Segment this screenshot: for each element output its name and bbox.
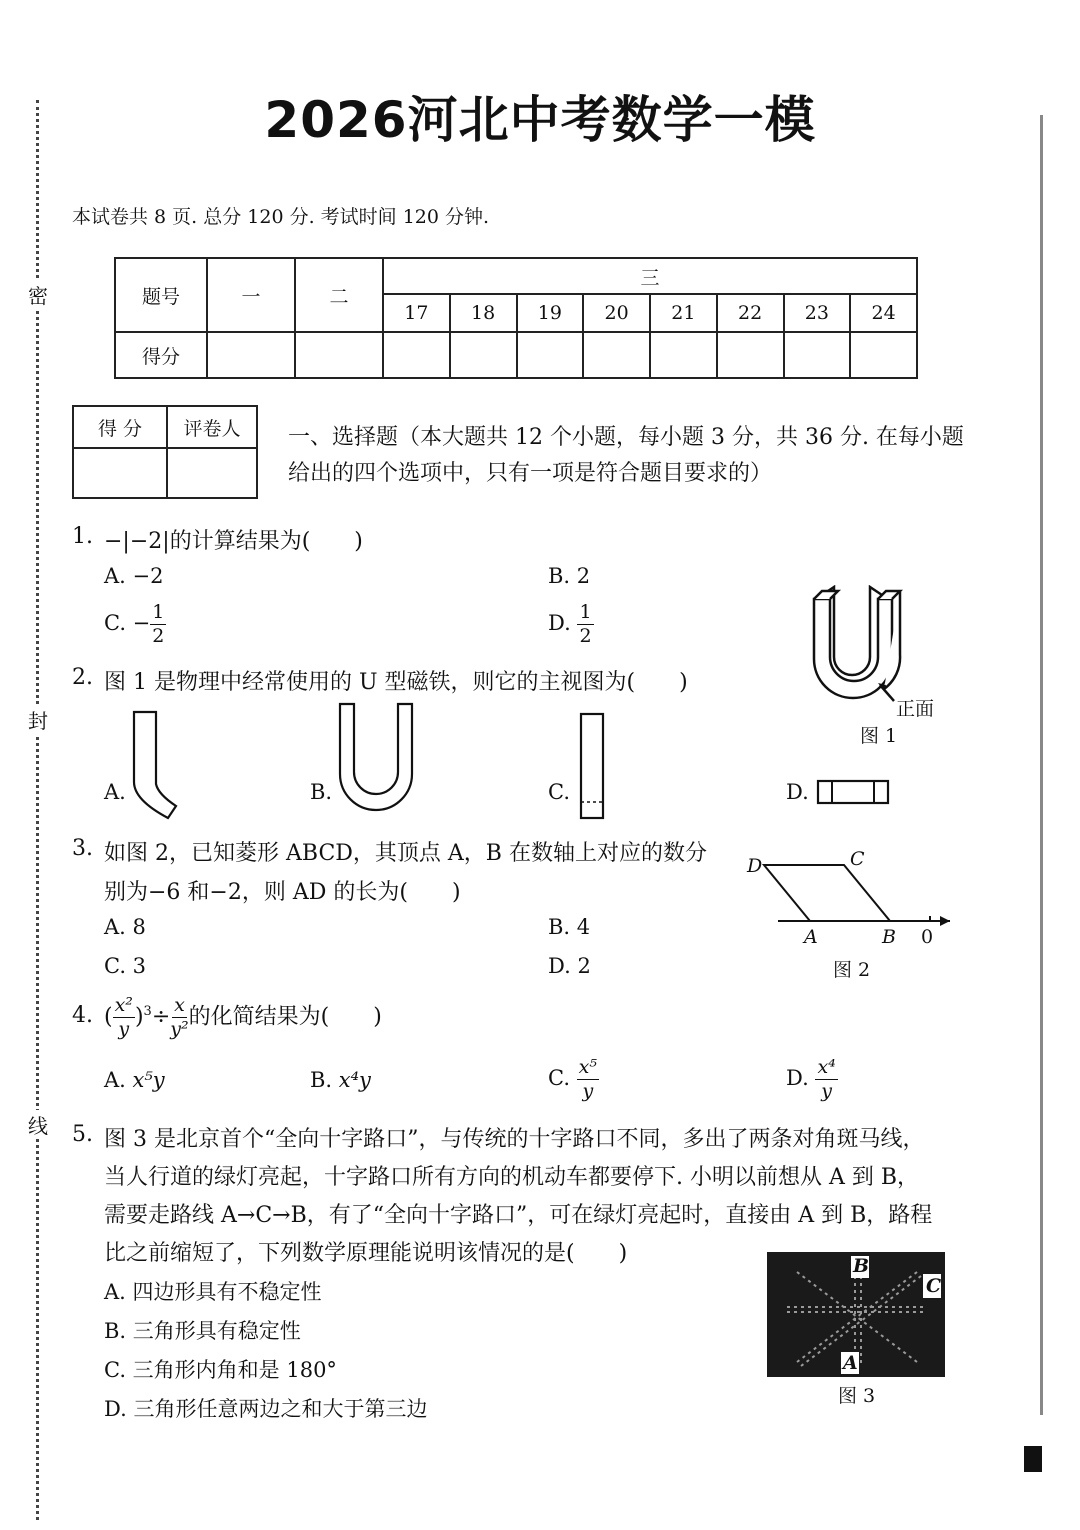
- q4-option-c[interactable]: [548, 1058, 599, 1101]
- grader-table: [72, 405, 258, 499]
- corner-mark: [1024, 1446, 1042, 1472]
- q1-option-b[interactable]: B. 2: [548, 564, 591, 588]
- page-title: 2026河北中考数学一模: [264, 91, 816, 149]
- q4-d-prefix: D.: [786, 1066, 816, 1090]
- grader-score-cell[interactable]: [73, 448, 167, 498]
- grader-score-label: 得 分: [73, 406, 167, 448]
- q2-option-a-figure[interactable]: [128, 708, 188, 820]
- q5-stem-line4: 比之前缩短了，下列数学原理能说明该情况的是( ): [104, 1241, 628, 1266]
- q4-f1-den: y: [118, 1018, 130, 1040]
- col-section-3: 三: [383, 258, 917, 294]
- q2-option-b-label[interactable]: B.: [310, 780, 333, 804]
- score-cell[interactable]: [850, 332, 917, 378]
- col-q19: 19: [517, 294, 584, 332]
- q4-c-fraction: [577, 1058, 599, 1101]
- figure-3-label-c: C: [926, 1275, 942, 1297]
- row-label-defen: 得分: [115, 332, 207, 378]
- q1-option-a[interactable]: A. −2: [104, 564, 164, 588]
- q4-b-prefix: B.: [310, 1068, 339, 1092]
- q2-option-d-label[interactable]: D.: [786, 780, 809, 804]
- q2-option-c-figure[interactable]: [576, 710, 610, 822]
- q3-number: 3.: [72, 836, 93, 861]
- q4-expression: [104, 996, 382, 1039]
- figure-3-caption: 图 3: [838, 1385, 876, 1407]
- q3-stem-line1: 如图 2，已知菱形 ABCD，其顶点 A，B 在数轴上对应的数分: [104, 841, 707, 866]
- q1-option-c[interactable]: [104, 603, 166, 646]
- q1-stem: −|−2|的计算结果为( ): [104, 529, 363, 554]
- q4-a-expr: x⁵y: [132, 1068, 165, 1092]
- q1-c-prefix: C. −: [104, 611, 151, 635]
- col-q22: 22: [717, 294, 784, 332]
- q2-option-d-figure[interactable]: [815, 778, 891, 806]
- score-cell[interactable]: [383, 332, 450, 378]
- q1-number: 1.: [72, 524, 93, 549]
- grader-name-cell[interactable]: [167, 448, 257, 498]
- score-cell[interactable]: [517, 332, 584, 378]
- q4-c-den: y: [582, 1080, 594, 1102]
- q4-f2-num: x: [174, 994, 185, 1016]
- q5-number: 5.: [72, 1122, 93, 1147]
- q5-stem-line3: 需要走路线 A→C→B，有了“全向十字路口”，可在绿灯亮起时，直接由 A 到 B，路程: [104, 1203, 933, 1228]
- q5-option-c[interactable]: C. 三角形内角和是 180°: [104, 1358, 337, 1382]
- q4-d-fraction: [815, 1058, 837, 1101]
- q3-option-a[interactable]: A. 8: [104, 915, 146, 939]
- score-cell[interactable]: [717, 332, 784, 378]
- q2-option-a-label[interactable]: A.: [104, 780, 126, 804]
- margin-char-xian: 线: [28, 1110, 48, 1139]
- q2-option-c-label[interactable]: C.: [548, 780, 570, 804]
- q3-option-b[interactable]: B. 4: [548, 915, 591, 939]
- q4-d-num: x⁴: [817, 1056, 836, 1078]
- q2-option-b-figure[interactable]: [336, 700, 416, 815]
- q5-stem-line1: 图 3 是北京首个“全向十字路口”，与传统的十字路口不同，多出了两条对角斑马线，: [104, 1127, 925, 1152]
- q4-frac1: [113, 996, 135, 1039]
- figure-2-label-a: A: [804, 926, 818, 948]
- col-section-2: 二: [295, 258, 383, 332]
- q5-stem-line2: 当人行道的绿灯亮起，十字路口所有方向的机动车都要停下. 小明以前想从 A 到 B，: [104, 1165, 920, 1190]
- col-q21: 21: [650, 294, 717, 332]
- col-q24: 24: [850, 294, 917, 332]
- q1-c-num: 1: [152, 601, 165, 623]
- col-section-1: 一: [207, 258, 295, 332]
- figure-2-label-c: C: [850, 848, 865, 870]
- q1-c-fraction: [150, 603, 166, 646]
- section-1-heading: 一、选择题（本大题共 12 个小题，每小题 3 分，共 36 分. 在每小题给出的四个选项中，只有一项是符合题目要求的）: [288, 425, 964, 486]
- row-label-tihao: 题号: [115, 258, 207, 332]
- col-q20: 20: [583, 294, 650, 332]
- figure-2-label-b: B: [882, 926, 896, 948]
- score-table: [114, 257, 918, 379]
- figure-1-caption: 图 1: [860, 725, 898, 747]
- q5-option-b[interactable]: B. 三角形具有稳定性: [104, 1319, 301, 1343]
- binding-margin-line: [36, 100, 39, 1520]
- figure-2-label-d: D: [747, 855, 763, 877]
- q4-stem-suffix: 的化简结果为( ): [188, 1004, 382, 1030]
- q4-c-num: x⁵: [578, 1056, 598, 1078]
- score-cell[interactable]: [784, 332, 851, 378]
- q4-option-a[interactable]: [104, 1068, 165, 1092]
- q4-b-expr: x⁴y: [338, 1068, 371, 1092]
- figure-2-caption: 图 2: [833, 959, 871, 981]
- score-cell[interactable]: [295, 332, 383, 378]
- q4-f2-den: y²: [170, 1018, 189, 1040]
- q1-c-den: 2: [152, 625, 165, 647]
- q1-d-num: 1: [579, 601, 592, 623]
- figure-3-label-b: B: [853, 1255, 870, 1277]
- q3-stem-line2: 别为−6 和−2，则 AD 的长为( ): [104, 880, 461, 905]
- q4-power: 3: [143, 1004, 152, 1020]
- q1-d-den: 2: [579, 625, 592, 647]
- q4-option-d[interactable]: [786, 1058, 838, 1101]
- q2-number: 2.: [72, 665, 93, 690]
- q4-number: 4.: [72, 1003, 93, 1028]
- q4-d-den: y: [821, 1080, 832, 1102]
- q2-stem: 图 1 是物理中经常使用的 U 型磁铁，则它的主视图为( ): [104, 670, 688, 695]
- q4-f1-num: x²: [114, 994, 133, 1016]
- q5-option-d[interactable]: D. 三角形任意两边之和大于第三边: [104, 1397, 428, 1421]
- q5-option-a[interactable]: A. 四边形具有不稳定性: [104, 1280, 322, 1304]
- q4-frac2: [170, 996, 188, 1039]
- q4-a-prefix: A.: [104, 1068, 133, 1092]
- margin-char-feng: 封: [28, 705, 48, 734]
- exam-intro: 本试卷共 8 页. 总分 120 分. 考试时间 120 分钟.: [72, 206, 490, 228]
- score-cell[interactable]: [650, 332, 717, 378]
- right-edge-line: [1040, 115, 1043, 1415]
- q4-lparen: (: [104, 1004, 113, 1030]
- col-q17: 17: [383, 294, 450, 332]
- q1-d-prefix: D.: [548, 611, 578, 635]
- q4-option-b[interactable]: [310, 1068, 371, 1092]
- q1-option-d[interactable]: [548, 603, 594, 646]
- col-q23: 23: [784, 294, 851, 332]
- figure-3-label-a: A: [843, 1352, 858, 1374]
- score-cell[interactable]: [583, 332, 650, 378]
- margin-char-mi: 密: [28, 280, 48, 309]
- score-cell[interactable]: [207, 332, 295, 378]
- q3-option-c[interactable]: C. 3: [104, 954, 147, 978]
- col-q18: 18: [450, 294, 517, 332]
- q1-d-fraction: [577, 603, 593, 646]
- q4-div: ÷: [151, 1004, 171, 1030]
- q3-option-d[interactable]: D. 2: [548, 954, 591, 978]
- figure-1-front-label: 正面: [896, 698, 935, 720]
- figure-2-label-origin: 0: [921, 926, 934, 948]
- grader-name-label: 评卷人: [167, 406, 257, 448]
- q4-c-prefix: C.: [548, 1066, 577, 1090]
- q4-rparen: ): [134, 1004, 144, 1030]
- score-cell[interactable]: [450, 332, 517, 378]
